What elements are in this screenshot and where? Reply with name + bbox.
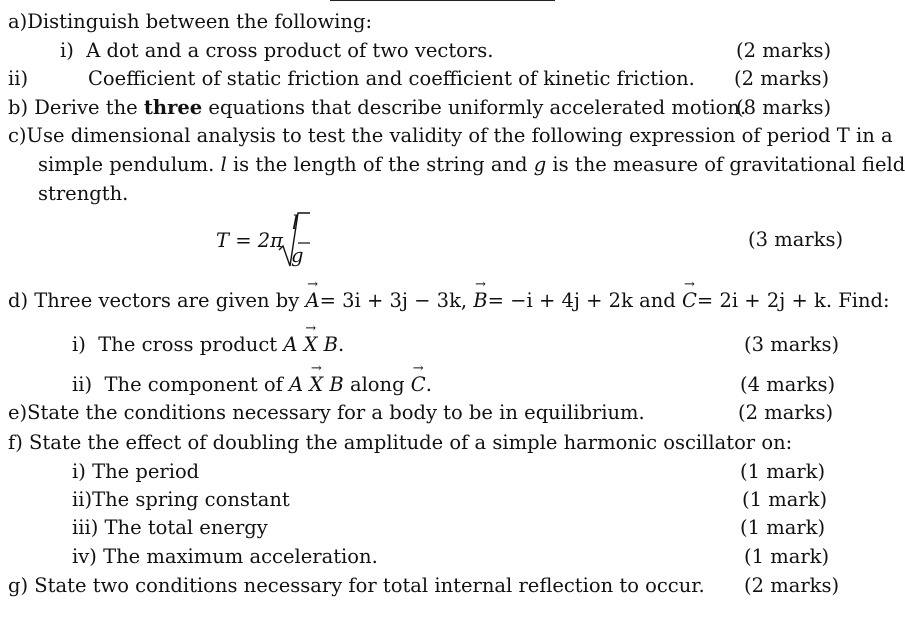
question-f-iv: iv) The maximum acceleration. (72, 545, 378, 568)
vector-b: → B (473, 289, 487, 313)
vector-a: → A (305, 289, 319, 313)
marks-d-ii: (4 marks) (740, 373, 836, 396)
question-f-iii: iii) The total energy (72, 516, 268, 539)
question-a: a)Distinguish between the following: (8, 10, 373, 33)
expr-axb-2: → A X B (289, 373, 344, 397)
formula-den: g (291, 244, 304, 267)
marks-e: (2 marks) (738, 401, 834, 424)
question-d: d) Three vectors are given by → A= 3i + 3j − 3k, → B= −i + 4j + 2k and → C= 2i + 2j + k. Find: (8, 289, 890, 313)
question-c-line2: simple pendulum. l is the length of the string and g is the measure of gravitational field (38, 153, 905, 176)
question-d-i: i) The cross product → A X B. (72, 333, 344, 357)
marks-a-i: (2 marks) (736, 39, 832, 62)
question-a-i: i) A dot and a cross product of two vectors. (60, 39, 494, 62)
question-f-ii: ii)The spring constant (72, 488, 290, 511)
expr-axb: → A X B (283, 333, 338, 357)
question-a-ii: Coefficient of static friction and coefficient of kinetic friction. (88, 67, 695, 90)
marks-c: (3 marks) (748, 228, 844, 251)
question-c-line3: strength. (38, 182, 129, 205)
formula-num: l (292, 211, 299, 234)
vector-c-2: → C (411, 373, 426, 397)
question-f-i: i) The period (72, 460, 200, 483)
question-d-ii: ii) The component of → A X B along → C. (72, 373, 432, 397)
top-rule (330, 0, 555, 3)
question-f: f) State the effect of doubling the amplitude of a simple harmonic oscillator on: (8, 431, 793, 454)
marks-g: (2 marks) (744, 574, 840, 597)
marks-f-iv: (1 mark) (744, 545, 830, 568)
marks-f-ii: (1 mark) (742, 488, 828, 511)
formula-lhs: T = 2π (216, 229, 283, 252)
marks-a-ii: (2 marks) (734, 67, 830, 90)
question-g: g) State two conditions necessary for total internal reflection to occur. (8, 574, 705, 597)
marks-b: (8 marks) (736, 96, 832, 119)
marks-d-i: (3 marks) (744, 333, 840, 356)
vector-c: → C (682, 289, 697, 313)
question-b: b) Derive the three equations that describe uniformly accelerated motion. (8, 96, 747, 119)
marks-f-i: (1 mark) (740, 460, 826, 483)
marks-f-iii: (1 mark) (740, 516, 826, 539)
question-a-ii-num: ii) (8, 67, 29, 90)
question-e: e)State the conditions necessary for a body to be in equilibrium. (8, 401, 645, 424)
question-c-line1: c)Use dimensional analysis to test the validity of the following expression of period T in a (8, 124, 893, 147)
